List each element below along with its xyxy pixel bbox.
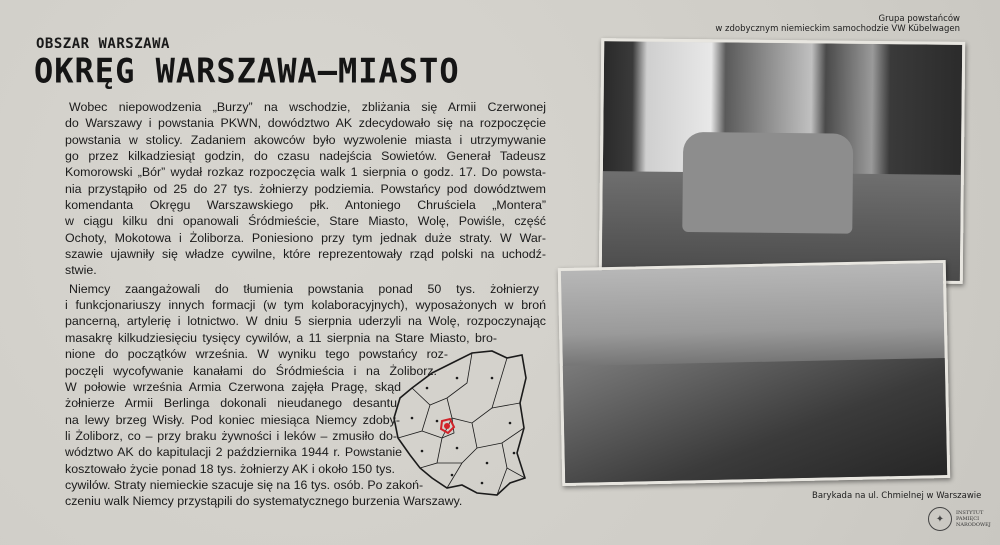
text-line: W połowie września Armia Czerwona zajęła Pragę, skąd xyxy=(65,379,401,394)
text-line: Niemcy zaangażowali do tłumienia powstania ponad 50 tys. żołnierzy xyxy=(69,281,539,296)
text-line: na lewy brzeg Wisły. Pod koniec miesiąca Niemcy zdoby- xyxy=(65,412,400,427)
text-line: żołnierze Armii Berlinga dokonali nieudanego desantu xyxy=(65,396,397,411)
top-photo-caption xyxy=(715,14,960,34)
text-line: go przez kilkadziesiąt godzin, do czasu nadejścia Sowietów. Generał Tadeusz xyxy=(65,149,546,164)
section-kicker: OBSZAR WARSZAWA xyxy=(36,36,170,52)
text-line: szawie ujawniły się władze cywilne, które reprezentowały rząd polski na uchodź- xyxy=(65,247,546,262)
photo-barricade-chmielna xyxy=(558,260,950,486)
caption-line: Grupa powstańców xyxy=(878,14,960,24)
text-line: Komorowski „Bór” wydał rozkaz rozpoczęcia walk 1 sierpnia o godz. 17. Do powsta- xyxy=(65,165,546,180)
text-line: powstania w stolicy. Zadaniem akowców było wyzwolenie miasta i utrzymywanie xyxy=(65,132,546,147)
text-line: masakrę kilkudziesięciu tysięcy cywilów, a 11 sierpnia na Stare Miasto, bro- xyxy=(65,330,497,345)
caption-line: w zdobycznym niemieckim samochodzie VW Kübelwagen xyxy=(715,24,960,34)
text-line: czeniu walk Niemcy przystąpili do systematycznego burzenia Warszawy. xyxy=(65,494,463,509)
text-line: poczęli wycofywanie kanałami do Śródmieścia i na Żoliborz. xyxy=(65,363,437,378)
text-line: stwie. xyxy=(65,263,97,278)
logo-line: INSTYTUT xyxy=(956,510,984,516)
text-line: pancerną, artylerię i lotnictwo. W dniu 5 sierpnia uderzyli na Wolę, rozpoczynając xyxy=(65,314,546,329)
poland-districts-map xyxy=(392,343,530,498)
text-line: i funkcjonariuszy innych formacji (w tym kolaboracyjnych), wyposażonych w broń xyxy=(65,298,546,313)
logo-line: NARODOWEJ xyxy=(956,522,991,528)
logo-line: PAMIĘCI xyxy=(956,516,980,522)
paragraph-1 xyxy=(65,99,546,279)
text-line: wództwo AK do kapitulacji 2 października 1944 r. Powstanie xyxy=(65,445,402,460)
photo-car-shape xyxy=(682,132,853,234)
photo-rubble xyxy=(563,358,947,483)
ipn-logo xyxy=(928,507,991,531)
text-line: w ciągu kilku dni opanowali Śródmieście, Stare Miasto, Wolę, Powiśle, część xyxy=(65,214,546,229)
eagle-seal-icon: ✦ xyxy=(928,507,952,531)
text-line: nione do początków września. W wyniku tego powstańcy roz- xyxy=(65,347,448,362)
text-line: li Żoliborz, co – przy braku żywności i leków – zmusiło do- xyxy=(65,428,397,443)
text-line: Ochoty, Mokotowa i Żoliborza. Poniesiono przy tym jednak duże straty. W War- xyxy=(65,230,546,245)
page-title: OKRĘG WARSZAWA–MIASTO xyxy=(34,51,460,91)
text-line: kosztowało życie ponad 18 tys. żołnierzy AK i około 150 tys. xyxy=(65,461,395,476)
district-borders xyxy=(398,353,525,495)
text-line: cywilów. Straty niemieckie szacuje się na 16 tys. osób. Po zakoń- xyxy=(65,477,424,492)
logo-text xyxy=(956,510,991,528)
text-line: do Warszawy i powstania PKWN, dowództwo AK zdecydowało się na rozpoczęcie xyxy=(65,116,546,131)
text-line: nia przystąpiło od 25 do 27 tys. żołnierzy podziemia. Powstańcy pod dowództwem xyxy=(65,181,546,196)
text-line: Wobec niepowodzenia „Burzy” na wschodzie, zbliżania się Armii Czerwonej xyxy=(69,100,546,114)
warsaw-marker xyxy=(444,423,450,429)
text-line: komendanta Okręgu Warszawskiego płk. Antoniego Chruściela „Montera” xyxy=(65,198,546,213)
map-outline xyxy=(394,351,526,495)
photo-vw-kubelwagen xyxy=(599,38,966,284)
district-dots xyxy=(411,377,516,485)
bottom-photo-caption: Barykada na ul. Chmielnej w Warszawie xyxy=(812,491,982,501)
